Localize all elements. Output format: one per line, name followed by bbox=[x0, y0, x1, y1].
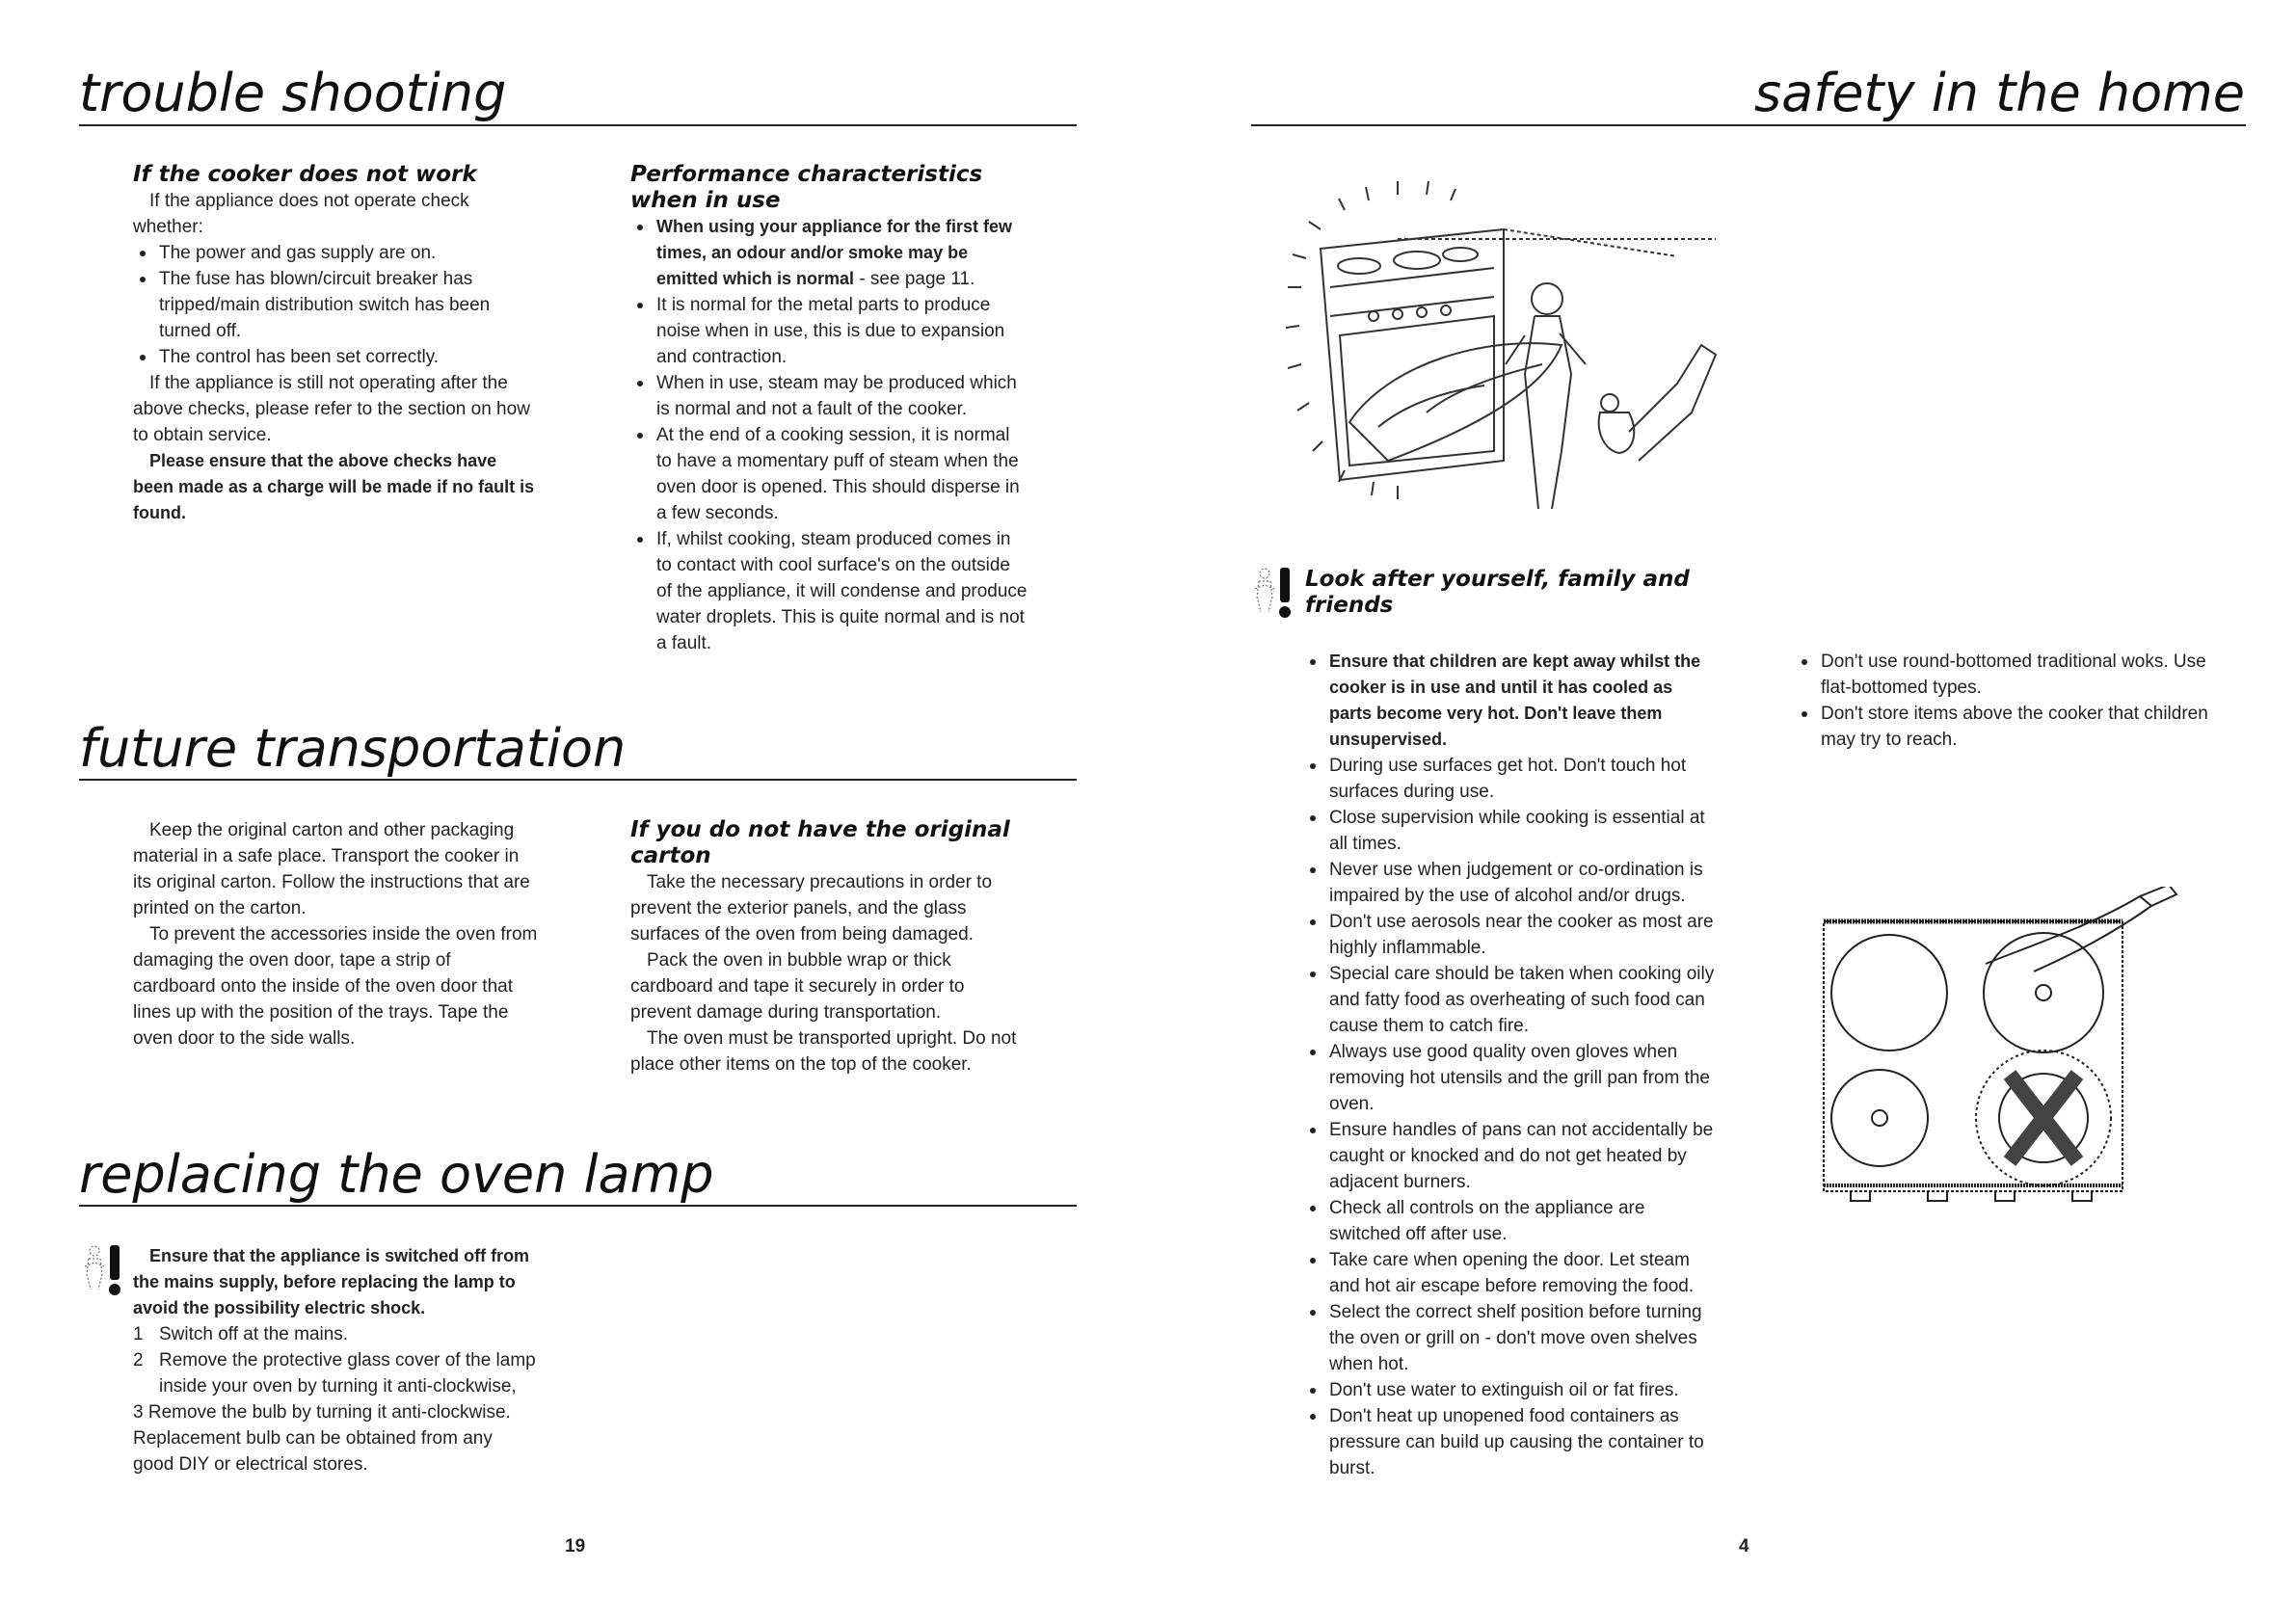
list-item: Never use when judgement or co-ordination is impaired by the use of alcohol and/or drugs. bbox=[1303, 857, 1718, 909]
lamp-warning: Ensure that the appliance is switched off from the mains supply, before replacing the lamp to avoid the possibility electric shock. bbox=[133, 1246, 530, 1317]
list-item: 3 Remove the bulb by turning it anti-clockwise. Replacement bulb can be obtained from any good DIY or electrical stores. bbox=[133, 1402, 511, 1475]
title-rule bbox=[79, 124, 1077, 126]
step-number: 2 bbox=[133, 1350, 144, 1370]
trouble-shooting-title: trouble shooting bbox=[79, 63, 507, 123]
no-carton-para-1: Take the necessary precautions in order to prevent the exterior panels, and the glass surfaces of the oven from being damaged. bbox=[630, 872, 993, 945]
lamp-steps bbox=[133, 1321, 538, 1477]
hob-wok-illustration bbox=[1812, 887, 2198, 1214]
wok-list bbox=[1795, 649, 2219, 753]
list-item: The control has been set correctly. bbox=[133, 344, 538, 370]
list-item bbox=[1303, 649, 1718, 753]
list-item: Don't heat up unopened food containers as pressure can build up causing the container to burst. bbox=[1303, 1403, 1718, 1481]
list-item: If, whilst cooking, steam produced comes in to contact with cool surface's on the outside of the appliance, it will condense and produce water droplets. This is quite normal and is not a fault. bbox=[630, 526, 1028, 656]
transport-col1 bbox=[133, 817, 538, 1051]
step-number: 1 bbox=[133, 1324, 144, 1344]
replacing-lamp-title: replacing the oven lamp bbox=[79, 1144, 714, 1205]
children-warning: Ensure that children are kept away whilst the cooker is in use and until it has cooled as parts become very hot. Don't leave them unsupervised. bbox=[1329, 652, 1701, 749]
intro-text: If the appliance does not operate check whether: bbox=[133, 191, 469, 237]
list-item: Check all controls on the appliance are switched off after use. bbox=[1303, 1195, 1718, 1247]
trouble-col1 bbox=[133, 162, 538, 526]
list-item: Take care when opening the door. Let steam and hot air escape before removing the food. bbox=[1303, 1247, 1718, 1299]
performance-list bbox=[630, 214, 1028, 656]
list-item: During use surfaces get hot. Don't touch hot surfaces during use. bbox=[1303, 753, 1718, 805]
transport-para-2: To prevent the accessories inside the oven from damaging the oven door, tape a strip of cardboard onto the inside of the oven door that lines up with the position of the trays. Tape the oven door to the side walls. bbox=[133, 924, 538, 1049]
no-carton-heading: If you do not have the original carton bbox=[630, 817, 1010, 868]
first-use-rest: - see page 11. bbox=[854, 269, 975, 289]
title-rule bbox=[79, 779, 1077, 781]
look-after-heading: Look after yourself, family and friends bbox=[1305, 567, 1690, 618]
title-rule bbox=[79, 1205, 1077, 1207]
warning-exclamation-icon bbox=[81, 1241, 131, 1297]
no-carton-para-3: The oven must be transported upright. Do not place other items on the top of the cooker. bbox=[630, 1028, 1017, 1075]
safety-list-right bbox=[1795, 649, 2219, 753]
no-carton-para-2: Pack the oven in bubble wrap or thick cardboard and tape it securely in order to prevent damage during transportation. bbox=[630, 950, 965, 1023]
safety-list bbox=[1303, 649, 1718, 1481]
oven-child-illustration bbox=[1253, 172, 1754, 528]
future-transportation-title: future transportation bbox=[79, 718, 627, 779]
list-item: Select the correct shelf position before turning the oven or grill on - don't move oven shelves when hot. bbox=[1303, 1299, 1718, 1377]
after-check-text: If the appliance is still not operating after the above checks, please refer to the section on how to obtain service. bbox=[133, 373, 530, 445]
step-text: Remove the protective glass cover of the lamp inside your oven by turning it anti-clockwise, bbox=[159, 1350, 536, 1397]
warning-exclamation-icon bbox=[1251, 564, 1301, 620]
list-item bbox=[133, 1321, 538, 1347]
list-item: Special care should be taken when cooking oily and fatty food as overheating of such food can cause them to catch fire. bbox=[1303, 961, 1718, 1039]
charge-warning: Please ensure that the above checks have been made as a charge will be made if no fault is found. bbox=[133, 451, 535, 522]
list-item: The fuse has blown/circuit breaker has tripped/main distribution switch has been turned off. bbox=[133, 266, 538, 344]
check-list bbox=[133, 240, 538, 370]
safety-title: safety in the home bbox=[1753, 63, 2245, 123]
list-item: The power and gas supply are on. bbox=[133, 240, 538, 266]
list-item: It is normal for the metal parts to produce noise when in use, this is due to expansion and contraction. bbox=[630, 292, 1028, 370]
safety-list-col bbox=[1303, 649, 1718, 1481]
page-number-right: 4 bbox=[1739, 1536, 1749, 1556]
step-text: Switch off at the mains. bbox=[159, 1324, 349, 1344]
first-use-bold: When using your appliance for the first few times, an odour and/or smoke may be emitted which is normal bbox=[656, 217, 1013, 288]
list-item: Don't store items above the cooker that children may try to reach. bbox=[1795, 701, 2219, 753]
transport-para-1: Keep the original carton and other packaging material in a safe place. Transport the cooker in its original carton. Follow the instructions that are printed on the carton. bbox=[133, 820, 530, 918]
list-item: Don't use water to extinguish oil or fat fires. bbox=[1303, 1377, 1718, 1403]
transport-col2 bbox=[630, 817, 1028, 1078]
title-rule bbox=[1251, 124, 2246, 126]
cooker-not-work-heading: If the cooker does not work bbox=[133, 162, 477, 187]
list-item: Always use good quality oven gloves when removing hot utensils and the grill pan from the oven. bbox=[1303, 1039, 1718, 1117]
page-number-left: 19 bbox=[565, 1536, 586, 1556]
list-item: Don't use round-bottomed traditional woks. Use flat-bottomed types. bbox=[1795, 649, 2219, 701]
list-item: When in use, steam may be produced which is normal and not a fault of the cooker. bbox=[630, 370, 1028, 422]
trouble-col2 bbox=[630, 162, 1028, 656]
performance-heading: Performance characteristics when in use bbox=[630, 162, 983, 213]
list-item: At the end of a cooking session, it is normal to have a momentary puff of steam when the oven door is opened. This should disperse in a few seconds. bbox=[630, 422, 1028, 526]
list-item: Ensure handles of pans can not accidentally be caught or knocked and do not get heated by adjacent burners. bbox=[1303, 1117, 1718, 1195]
list-item: Don't use aerosols near the cooker as most are highly inflammable. bbox=[1303, 909, 1718, 961]
list-item: Close supervision while cooking is essential at all times. bbox=[1303, 805, 1718, 857]
list-item bbox=[133, 1347, 538, 1399]
lamp-section bbox=[133, 1243, 538, 1477]
list-item bbox=[630, 214, 1028, 292]
